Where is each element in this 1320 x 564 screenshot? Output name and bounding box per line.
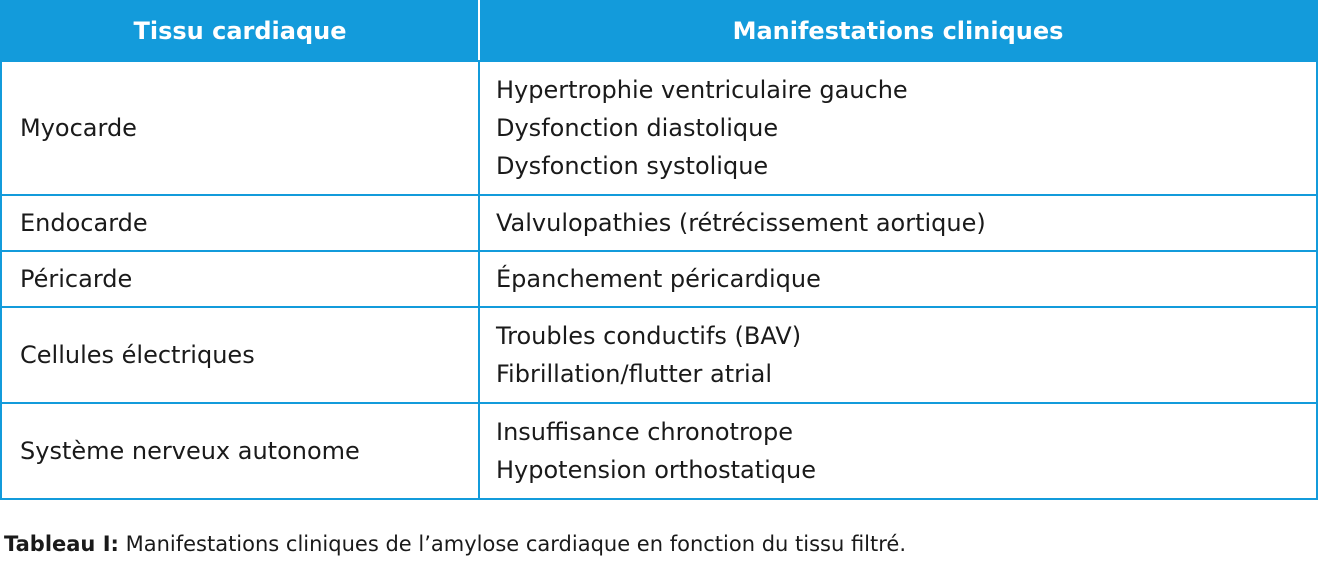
table-row xyxy=(1,307,1317,403)
table-caption xyxy=(4,532,906,556)
manifestation-item: Hypertrophie ventriculaire gauche xyxy=(496,76,908,104)
table-row xyxy=(1,403,1317,499)
table-row xyxy=(1,195,1317,251)
manifestation-item: Fibrillation/flutter atrial xyxy=(496,360,773,388)
manifestations-cell xyxy=(479,403,1317,499)
manifestations-cell xyxy=(479,61,1317,195)
manifestation-item: Dysfonction diastolique xyxy=(496,114,779,142)
manifestation-item: Dysfonction systolique xyxy=(496,152,769,180)
table-row xyxy=(1,251,1317,307)
tissue-cell: Myocarde xyxy=(1,61,479,195)
tissue-cell: Système nerveux autonome xyxy=(1,403,479,499)
manifestation-item: Valvulopathies (rétrécissement aortique) xyxy=(496,209,986,237)
tissue-cell: Endocarde xyxy=(1,195,479,251)
column-header-tissue: Tissu cardiaque xyxy=(1,1,479,61)
manifestations-cell xyxy=(479,307,1317,403)
column-header-manifestations: Manifestations cliniques xyxy=(479,1,1317,61)
caption-text: Manifestations cliniques de l’amylose cardiaque en fonction du tissu filtré. xyxy=(118,532,907,556)
manifestation-item: Insuffisance chronotrope xyxy=(496,418,793,446)
tissue-cell: Péricarde xyxy=(1,251,479,307)
table-row xyxy=(1,61,1317,195)
table-header-row xyxy=(1,1,1317,61)
manifestation-item: Troubles conductifs (BAV) xyxy=(496,322,802,350)
manifestation-item: Hypotension orthostatique xyxy=(496,456,817,484)
caption-label: Tableau I: xyxy=(4,532,119,556)
manifestation-item: Épanchement péricardique xyxy=(496,265,821,293)
tissue-cell: Cellules électriques xyxy=(1,307,479,403)
manifestations-cell xyxy=(479,195,1317,251)
manifestations-cell xyxy=(479,251,1317,307)
